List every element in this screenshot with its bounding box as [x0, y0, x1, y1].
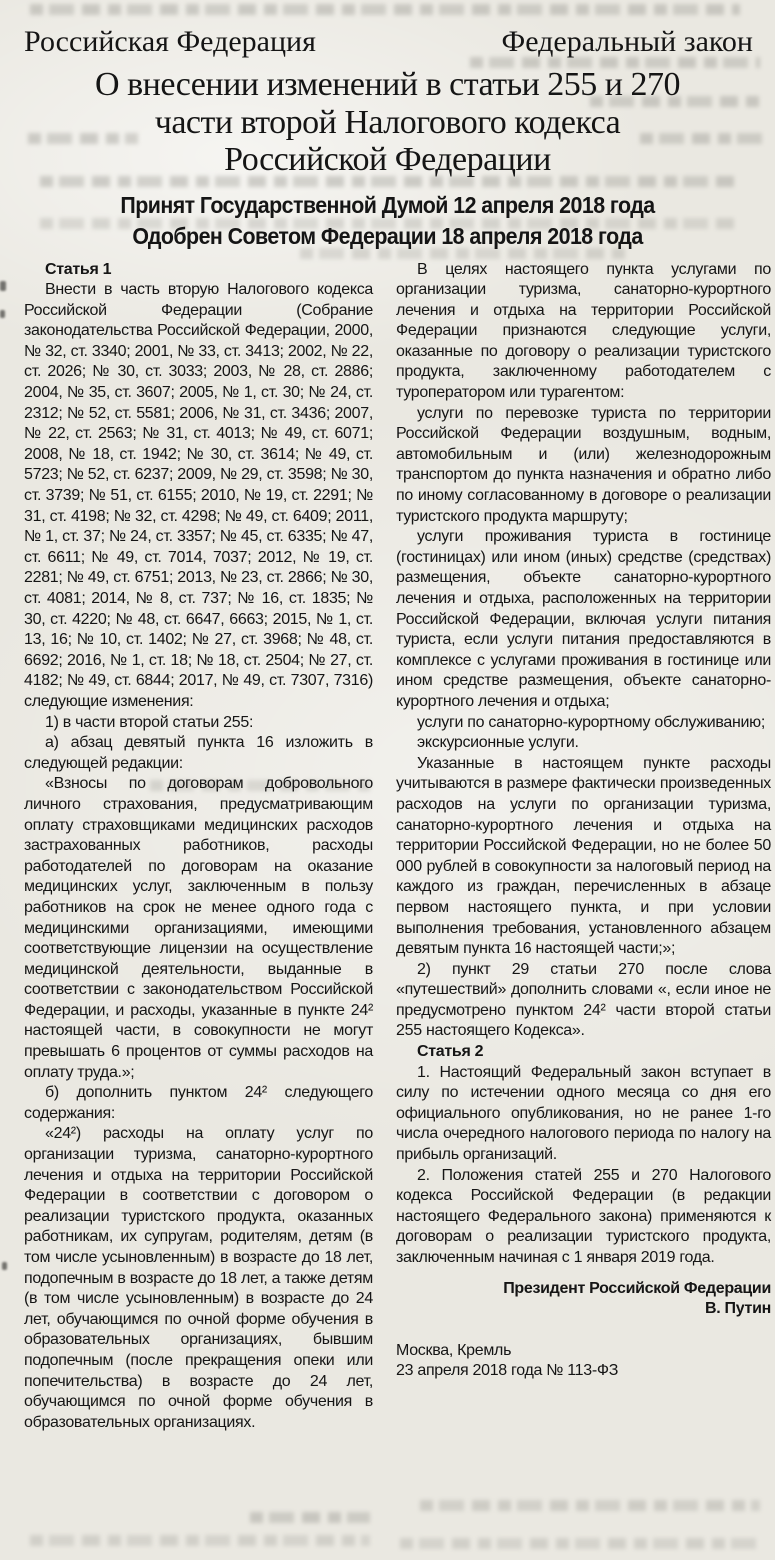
- signature-title: Президент Российской Федерации: [503, 1279, 771, 1297]
- paragraph: экскурсионные услуги.: [417, 734, 579, 752]
- approved-by-council-line: Одобрен Советом Федерации 18 апреля 2018 года: [132, 222, 643, 249]
- signature-name: В. Путин: [705, 1300, 771, 1318]
- law-title-line: части второй Налогового кодекса: [154, 103, 621, 141]
- country-header: Российская Федерация: [24, 25, 316, 58]
- right-column: [396, 260, 771, 1434]
- left-column: [24, 260, 373, 1434]
- paragraph: услуги проживания туриста в гостинице (гостиницах) или ином (иных) средстве (средствах) размещения, объекте санаторно-курортного лечения и отдыха, расположенных на территории Российской Федерации, включая услуги питания туриста, если услуги питания предоставляются в комплексе с услугами проживания в гостинице или ином средстве размещения, объекте санаторно-курортного лечения и отдыха;: [396, 528, 771, 710]
- paragraph: «Взносы по договорам добровольного личного страхования, предусматривающим оплату страховщиками медицинских расходов застрахованных работников, расходы работодателей по договорам на оказание медицинских услуг, заключенным в пользу работников на срок не менее одного года с медицинскими организациями, имеющими соответствующие лицензии на осуществление медицинской деятельности, выданные в соответствии с законодательством Российской Федерации, и расходы, указанные в пункте 24² настоящей части, в совокупности не могут превышать 6 процентов от суммы расходов на оплату труда.»;: [24, 775, 373, 1081]
- paragraph: В целях настоящего пункта услугами по организации туризма, санаторно-курортного лечения и отдыха на территории Российской Федерации признаются следующие услуги, оказанные по договору о реализации туристского продукта, заключенному работодателем с туроператором или турагентом:: [396, 260, 771, 402]
- paragraph: Указанные в настоящем пункте расходы учитываются в размере фактически произведенных расходов на услуги по организации туризма, санаторно-курортного лечения и отдыха на территории Российской Федерации, но не более 50 000 рублей в совокупности за налоговый период на каждого из граждан, перечисленных в абзаце первом настоящего пункта, и при условии выполнения требования, установленного абзацем девятым пункта 16 настоящей части;»;: [396, 754, 771, 958]
- paragraph: 1) в части второй статьи 255:: [45, 713, 254, 731]
- adoption-dates: [0, 190, 775, 252]
- paragraph: «24²) расходы на оплату услуг по организации туризма, санаторно-курортного лечения и отдыха на территории Российской Федерации в соответствии с договором о реализации туристского продукта, оказанных работникам, их супругам, родителям, детям (в том числе усыновленным) в возрасте до 18 лет, подопечным в возрасте до 18 лет, а также детям (в том числе усыновленным) в возрасте до 24 лет, обучающимся по очной форме обучения в образовательных организациях, бывшим подопечным (после прекращения опеки или попечительства) в возрасте до 24 лет, обучающимся по очной форме обучения в образовательных организациях.: [24, 1125, 373, 1431]
- paragraph: 1. Настоящий Федеральный закон вступает в силу по истечении одного месяца со дня его официального опубликования, но не ранее 1-го числа очередного налогового периода по налогу на прибыль организаций.: [396, 1063, 771, 1164]
- paragraph: 2) пункт 29 статьи 270 после слова «путешествий» дополнить словами «, если иное не предусмотрено пунктом 24² части второй статьи 255 настоящего Кодекса».: [396, 960, 771, 1040]
- paragraph: б) дополнить пунктом 24² следующего содержания:: [24, 1084, 373, 1122]
- bleed-through-artifact: [30, 1535, 370, 1546]
- bleed-through-artifact: [420, 1500, 760, 1511]
- paragraph: а) абзац девятый пункта 16 изложить в следующей редакции:: [24, 734, 373, 772]
- date-number-line: 23 апреля 2018 года № 113-ФЗ: [396, 1362, 619, 1380]
- place-line: Москва, Кремль: [396, 1341, 512, 1359]
- masthead: [24, 26, 753, 58]
- bleed-through-artifact: [400, 1538, 760, 1549]
- paragraph: услуги по перевозке туриста по территории Российской Федерации воздушным, водным, автомобильным и (или) железнодорожным транспортом до пункта назначения и обратно либо по иному согласованному в договоре о реализации туристского продукта маршруту;: [396, 404, 771, 525]
- doc-type-header: Федеральный закон: [501, 25, 753, 58]
- bleed-through-artifact: [30, 4, 740, 15]
- law-title-line: Российской Федерации: [224, 141, 551, 178]
- paragraph: 2. Положения статей 255 и 270 Налогового кодекса Российской Федерации (в редакции настоящего Федерального закона) применяются к договорам о реализации туристского продукта, заключенным начиная с 1 января 2019 года.: [396, 1166, 771, 1266]
- law-title: [0, 66, 775, 179]
- paragraph: Внести в часть вторую Налогового кодекса Российской Федерации (Собрание законодательства Российской Федерации, 2000, № 32, ст. 3340; 2001, № 33, ст. 3413; 2002, № 22, ст. 2026; № 30, ст. 3033; 2003, № 28, ст. 2886; 2004, № 35, ст. 3607; 2005, № 1, ст. 30; № 24, ст. 2312; № 52, ст. 5581; 2006, № 31, ст. 3436; 2007, № 22, ст. 2563; № 31, ст. 4013; № 49, ст. 6071; 2008, № 18, ст. 1942; № 30, ст. 3614; № 49, ст. 5723; № 52, ст. 6237; 2009, № 29, ст. 3598; № 30, ст. 3739; № 51, ст. 6155; 2010, № 19, ст. 2291; № 31, ст. 4198; № 32, ст. 4298; № 49, ст. 6409; 2011, № 1, ст. 37; № 24, ст. 3357; № 45, ст. 6335; № 47, ст. 6611; № 49, ст. 7014, 7037; 2012, № 19, ст. 2281; № 49, ст. 6751; 2013, № 23, ст. 2866; № 30, ст. 4081; 2014, № 8, ст. 737; № 16, ст. 1835; № 30, ст. 4220; № 48, ст. 6647, 6663; 2015, № 1, ст. 13, 16; № 10, ст. 1402; № 27, ст. 3968; № 48, ст. 6692; 2016, № 1, ст. 18; № 18, ст. 2504; № 27, ст. 4182; № 49, ст. 6844; 2017, № 49, ст. 7307, 7316) следующие изменения:: [24, 281, 373, 710]
- adopted-by-duma-line: Принят Государственной Думой 12 апреля 2018 года: [120, 191, 655, 218]
- article-heading: Статья 2: [417, 1043, 484, 1061]
- paragraph: услуги по санаторно-курортному обслуживанию;: [417, 713, 765, 731]
- law-title-line: О внесении изменений в статьи 255 и 270: [95, 66, 680, 103]
- two-column-body: [24, 260, 771, 1434]
- article-heading: Статья 1: [45, 260, 112, 278]
- bleed-through-artifact: [250, 1512, 370, 1523]
